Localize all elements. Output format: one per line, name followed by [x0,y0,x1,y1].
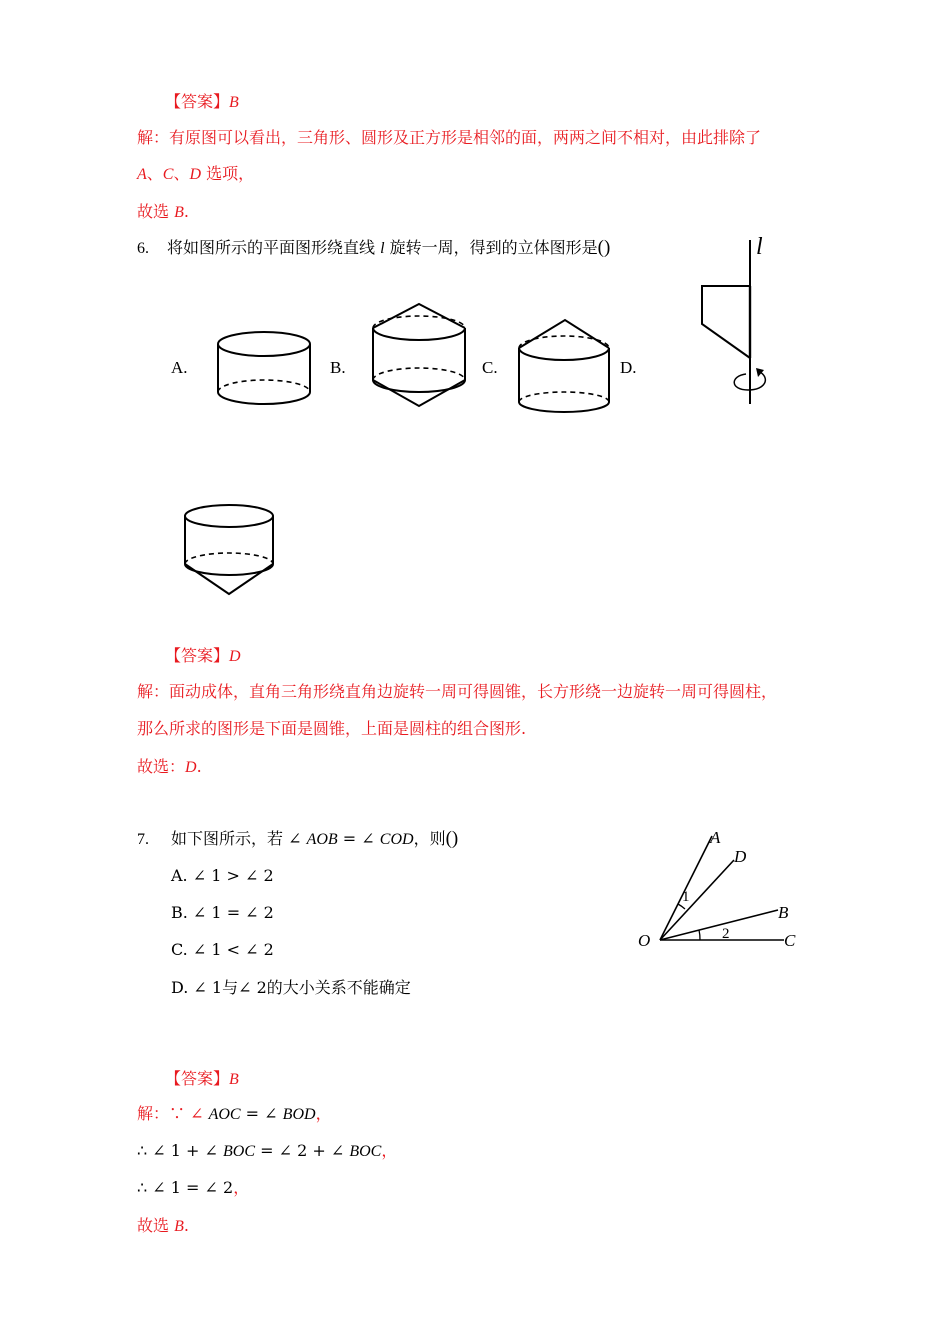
q7-step2-angle: BOC [349,1143,382,1160]
q7-angle-aob: AOB [306,831,338,848]
q7-answer-tag: 【答案】 [165,1069,230,1088]
q7-step1-end: ， [315,1104,332,1123]
q6-conclusion-value: D [185,759,197,776]
point-c-label: C [784,931,796,950]
q5-answer-line [165,92,239,113]
q5-tail: 选项， [201,164,255,183]
q6-answer-tag: 【答案】 [165,646,230,665]
q7-angle-cod: COD [379,831,414,848]
q7-conclusion-value: B [174,1218,184,1235]
q7-stem-text: ，则 [413,829,446,848]
q6-solution-line-2: 那么所求的图形是下面是圆锥，上面是圆柱的组合图形. [137,719,527,738]
q5-answer-value: B [229,94,239,111]
q7-step2-angle: BOC [223,1143,256,1160]
q7-step2-prefix: ∴ ∠ 1 + ∠ [137,1141,224,1160]
q7-solution-step-2 [137,1141,397,1162]
q6-option-d-figure [181,500,279,598]
q7-step2-end: ， [381,1141,398,1160]
q6-answer-value: D [229,648,241,665]
q7-stem-text: = ∠ [337,829,380,848]
q7-step3-text: ∴ ∠ 1 = ∠ 2 [137,1178,234,1197]
q5-solution-line-1: 解：有原图可以看出，三角形、圆形及正方形是相邻的面，两两之间不相对，由此排除了 [137,128,762,147]
point-a-label: A [710,828,721,847]
q5-conclusion-end: . [183,202,189,221]
q7-step1-angle: AOC [208,1106,241,1123]
q6-answer-paren: () [597,237,611,258]
rotation-arrowhead-icon [756,368,764,377]
point-d-label: D [734,847,747,866]
q6-stem-text: 将如图所示的平面图形绕直线 [167,238,381,257]
q6-stem [137,238,610,259]
q7-number: 7. [137,831,149,848]
plane-shape-outline [702,286,750,358]
axis-label-l: l [756,234,763,260]
q7-stem [137,829,458,850]
angle-2-label: 2 [722,926,730,942]
q5-sep: 、 [146,164,163,183]
q7-answer-line [165,1069,239,1090]
q6-option-a-label: A. [171,358,188,377]
q6-axis-var: l [380,240,385,257]
q6-option-a-figure [214,326,320,410]
q6-option-b-figure [369,300,471,432]
q6-solution-line-1: 解：面动成体，直角三角形绕直角边旋转一周可得圆锥，长方形绕一边旋转一周可得圆柱， [137,682,778,701]
q6-stem-text: 旋转一周，得到的立体图形是 [384,238,598,257]
q7-step1-angle: BOD [282,1106,316,1123]
angle-2-arc [699,930,700,940]
q7-solution-step-1 [137,1104,332,1125]
q7-step1-eq: = ∠ [240,1104,283,1123]
q5-sep: 、 [173,164,190,183]
angle-1-label: 1 [682,889,690,905]
q7-conclusion-end: . [183,1216,189,1235]
q6-conclusion-prefix: 故选： [137,757,186,776]
q7-conclusion-prefix: 故选 [137,1216,175,1235]
q6-option-c-figure [515,302,615,420]
q7-option-d: D. ∠ 1与∠ 2的大小关系不能确定 [171,978,411,997]
q6-conclusion-end: . [196,757,202,776]
q5-conclusion-value: B [174,204,184,221]
q6-conclusion [137,757,202,778]
q6-option-d-label: D. [620,358,637,377]
ray-oa [660,836,712,940]
q6-plane-figure [690,232,800,412]
q5-conclusion-prefix: 故选 [137,202,175,221]
q7-stem-text: 如下图所示，若 ∠ [171,829,307,848]
ray-ob [660,910,778,940]
q5-option-a-ref: A [137,166,147,183]
q5-solution-line-2 [137,164,254,185]
q7-step1-prefix: 解：∵ ∠ [137,1104,209,1123]
q7-solution-step-3 [137,1178,249,1198]
q6-number: 6. [137,240,149,257]
point-o-label: O [638,931,651,950]
q7-answer-value: B [229,1071,239,1088]
q6-answer-line [165,646,241,667]
q7-option-b: B. ∠ 1 = ∠ 2 [171,903,274,922]
q6-option-c-label: C. [482,358,498,377]
q7-option-a: A. ∠ 1 > ∠ 2 [171,866,274,885]
q7-step2-mid: = ∠ 2 + ∠ [255,1141,350,1160]
q7-step3-end: ， [233,1178,250,1197]
point-b-label: B [778,903,789,922]
q5-conclusion [137,202,189,223]
q7-conclusion [137,1216,189,1237]
q6-option-b-label: B. [330,358,346,377]
q7-angle-figure [634,824,804,956]
q7-answer-paren: () [445,828,459,849]
q5-answer-tag: 【答案】 [165,92,230,111]
q5-option-c-ref: C [162,166,174,183]
q5-option-d-ref: D [189,166,202,183]
q7-option-c: C. ∠ 1 < ∠ 2 [171,940,274,959]
